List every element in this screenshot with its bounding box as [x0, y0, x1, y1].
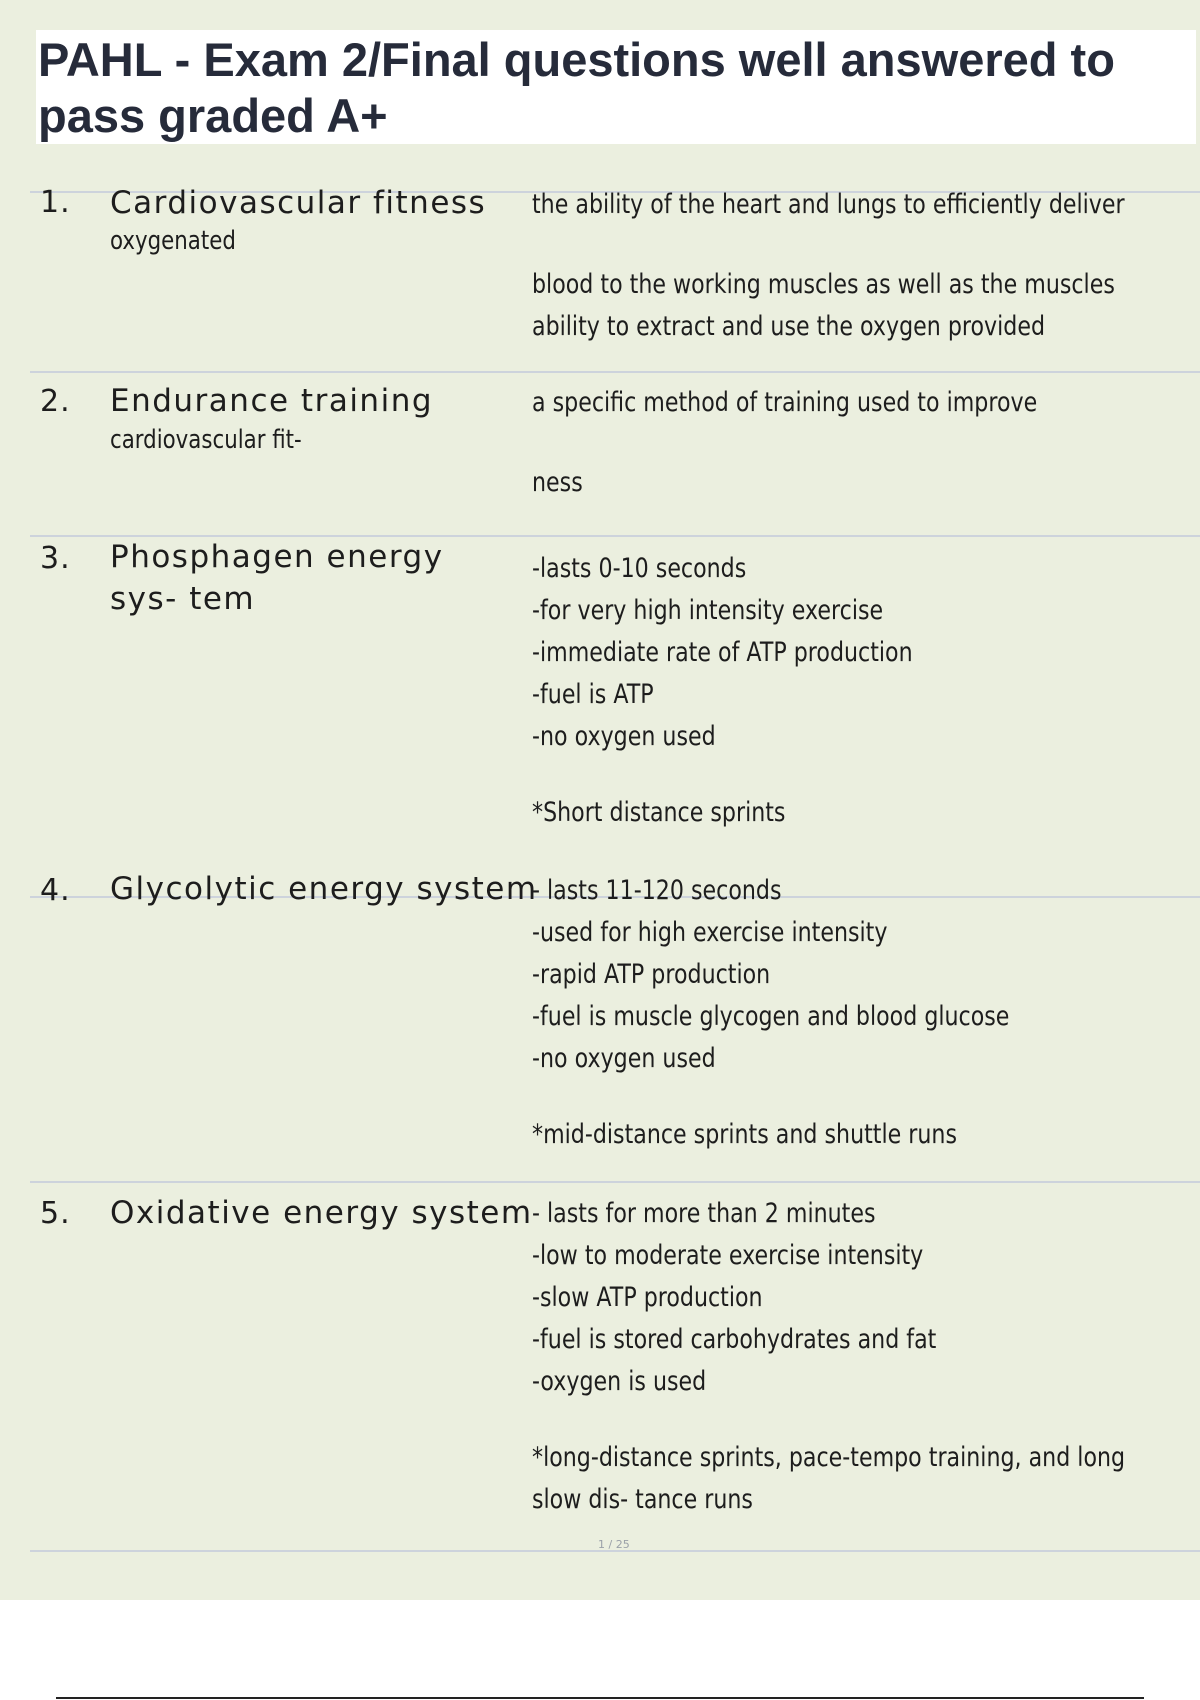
definition-line: -for very high intensity exercise: [532, 595, 884, 626]
definition-line: a specific method of training used to improve: [532, 387, 1038, 418]
card-number: 1.: [40, 185, 71, 220]
definition-line: *mid-distance sprints and shuttle runs: [532, 1119, 957, 1150]
footer-rule: [56, 1697, 1144, 1699]
definition-line: -fuel is stored carbohydrates and fat: [532, 1324, 937, 1355]
card-divider: [30, 1181, 1200, 1183]
card-number: 5.: [40, 1196, 71, 1231]
card-number: 2.: [40, 384, 71, 419]
card-number: 3.: [40, 541, 71, 576]
definition-line: [532, 226, 1125, 264]
definition-line: -fuel is muscle glycogen and blood glucose: [532, 1001, 1010, 1032]
card-term: Cardiovascular fitness: [110, 185, 487, 221]
card-definition: [532, 548, 913, 834]
definition-line: -fuel is ATP: [532, 679, 654, 710]
card-definition: [532, 870, 1009, 1156]
card-definition: [532, 1193, 1125, 1521]
definition-line: -lasts 0-10 seconds: [532, 553, 747, 584]
card-definition: [532, 382, 1037, 504]
definition-line: - lasts for more than 2 minutes: [532, 1198, 876, 1229]
definition-line: [532, 758, 913, 792]
page-number: 1 / 25: [598, 1538, 630, 1551]
definition-line: -no oxygen used: [532, 1043, 716, 1074]
definition-line: the ability of the heart and lungs to efficiently deliver: [532, 189, 1125, 220]
card-definition: [532, 184, 1125, 348]
definition-line: blood to the working muscles as well as the muscles: [532, 269, 1115, 300]
definition-line: slow dis- tance runs: [532, 1484, 753, 1515]
definition-line: -rapid ATP production: [532, 959, 771, 990]
definition-line: ness: [532, 467, 583, 498]
card-term: Oxidative energy system: [110, 1195, 533, 1231]
definition-line: -no oxygen used: [532, 721, 716, 752]
document-title: PAHL - Exam 2/Final questions well answered to pass graded A+: [38, 33, 1115, 142]
definition-line: -immediate rate of ATP production: [532, 637, 913, 668]
definition-line: - lasts 11-120 seconds: [532, 875, 782, 906]
definition-line: -oxygen is used: [532, 1366, 707, 1397]
definition-line: -low to moderate exercise intensity: [532, 1240, 924, 1271]
card-term-continued: sys- tem: [110, 581, 256, 617]
card-term: Glycolytic energy system: [110, 871, 538, 907]
card-term: Phosphagen energy: [110, 539, 444, 575]
card-number: 4.: [40, 873, 71, 908]
card-term-continued: cardiovascular fit-: [110, 425, 302, 455]
definition-line: [532, 424, 1037, 462]
card-term-continued: oxygenated: [110, 226, 236, 256]
definition-line: *Short distance sprints: [532, 797, 786, 828]
definition-line: -used for high exercise intensity: [532, 917, 888, 948]
card-divider: [30, 371, 1200, 373]
definition-line: [532, 1403, 1125, 1437]
card-term: Endurance training: [110, 383, 434, 419]
definition-line: [532, 1080, 1009, 1114]
definition-line: ability to extract and use the oxygen provided: [532, 311, 1046, 342]
definition-line: *long-distance sprints, pace-tempo training, and long: [532, 1442, 1126, 1473]
definition-line: -slow ATP production: [532, 1282, 763, 1313]
